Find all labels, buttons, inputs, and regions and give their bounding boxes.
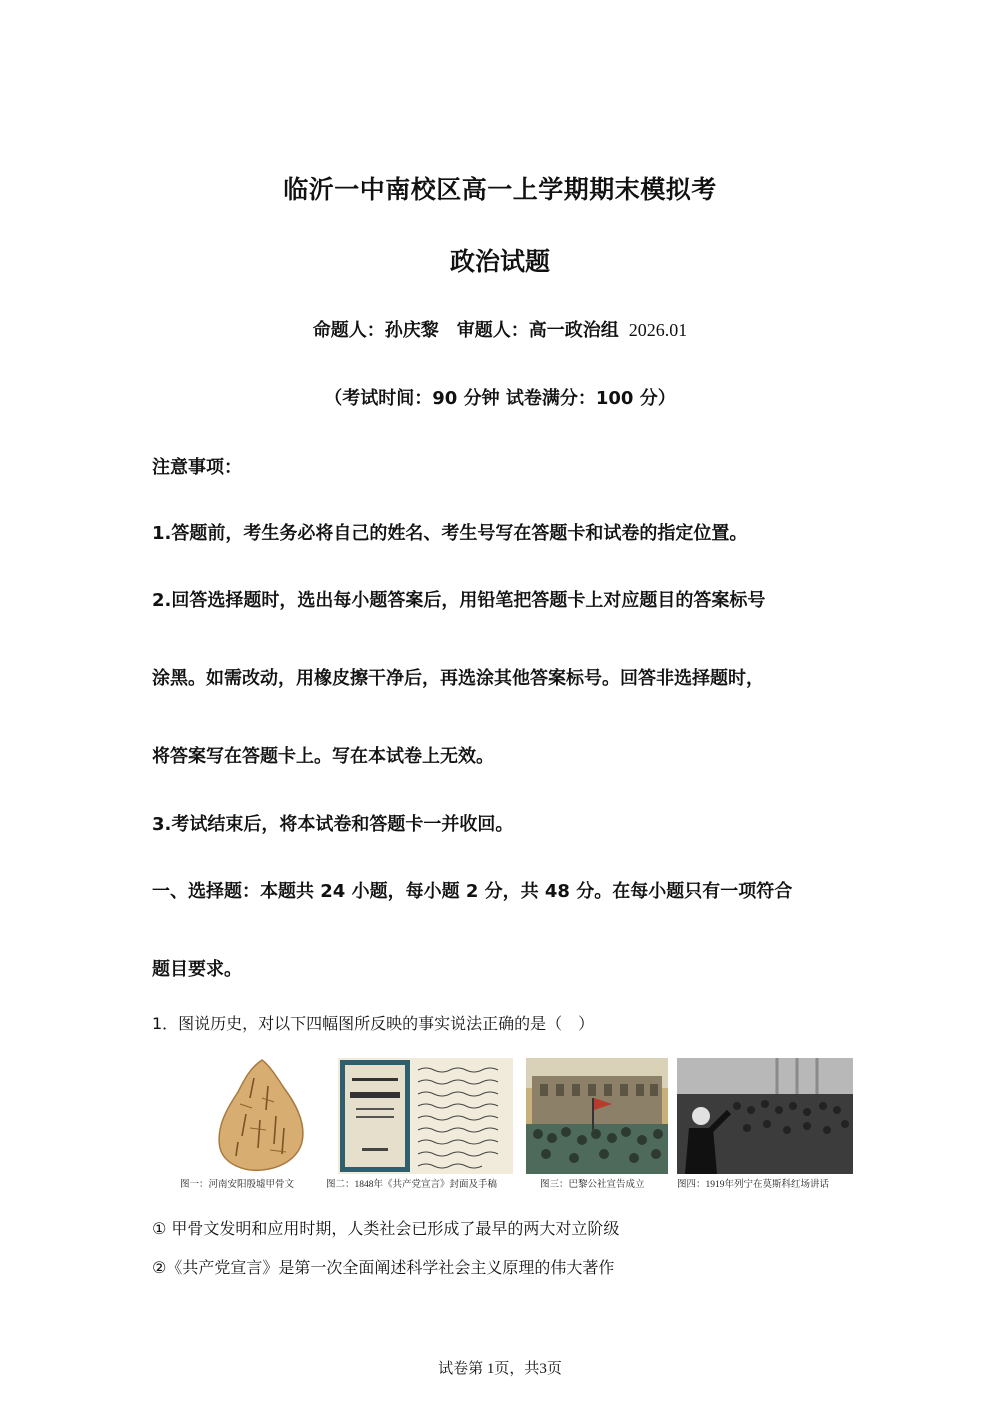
exam-title: 临沂一中南校区高一上学期期末模拟考 <box>283 175 717 204</box>
page-footer: 试卷第 1页，共3页 <box>438 1361 562 1377</box>
note-item-2-line-3: 将答案写在答题卡上。写在本试卷上无效。 <box>152 746 494 767</box>
note-item-2-line-1: 2.回答选择题时，选出每小题答案后，用铅笔把答题卡上对应题目的答案标号 <box>152 590 766 611</box>
manifesto-image <box>338 1058 513 1174</box>
figure-4-caption: 图四：1919年列宁在莫斯科红场讲话 <box>677 1180 830 1190</box>
authors-text: 命题人：孙庆黎 审题人：高一政治组 <box>312 320 619 341</box>
lenin-speech-image <box>677 1058 853 1174</box>
authors-line <box>0 316 1000 342</box>
exam-info: （考试时间：90 分钟 试卷满分：100 分） <box>324 388 676 409</box>
question-1-stem: 1．图说历史，对以下四幅图所反映的事实说法正确的是（ ） <box>152 1014 595 1033</box>
exam-date: 2026.01 <box>628 320 688 340</box>
paris-commune-image <box>526 1058 668 1174</box>
notes-heading: 注意事项： <box>152 457 242 478</box>
question-1-figures <box>180 1058 860 1193</box>
section-heading-line-1: 一、选择题：本题共 24 小题，每小题 2 分，共 48 分。在每小题只有一项符合 <box>152 881 793 902</box>
question-1-option-2: ②《共产党宣言》是第一次全面阐述科学社会主义原理的伟大著作 <box>152 1258 615 1277</box>
figure-2-caption: 图二：1848年《共产党宣言》封面及手稿 <box>326 1180 498 1190</box>
oracle-bone-image <box>210 1058 310 1174</box>
note-item-3: 3.考试结束后，将本试卷和答题卡一并收回。 <box>152 814 514 835</box>
note-item-1: 1.答题前，考生务必将自己的姓名、考生号写在答题卡和试卷的指定位置。 <box>152 523 748 544</box>
figure-1-caption: 图一：河南安阳殷墟甲骨文 <box>180 1180 295 1190</box>
note-item-2-line-2: 涂黑。如需改动，用橡皮擦干净后，再选涂其他答案标号。回答非选择题时， <box>152 668 764 689</box>
exam-subtitle: 政治试题 <box>449 247 550 276</box>
figure-3-caption: 图三：巴黎公社宣告成立 <box>540 1180 645 1190</box>
question-1-option-1: ① 甲骨文发明和应用时期，人类社会已形成了最早的两大对立阶级 <box>152 1219 620 1238</box>
section-heading-line-2: 题目要求。 <box>152 959 242 980</box>
